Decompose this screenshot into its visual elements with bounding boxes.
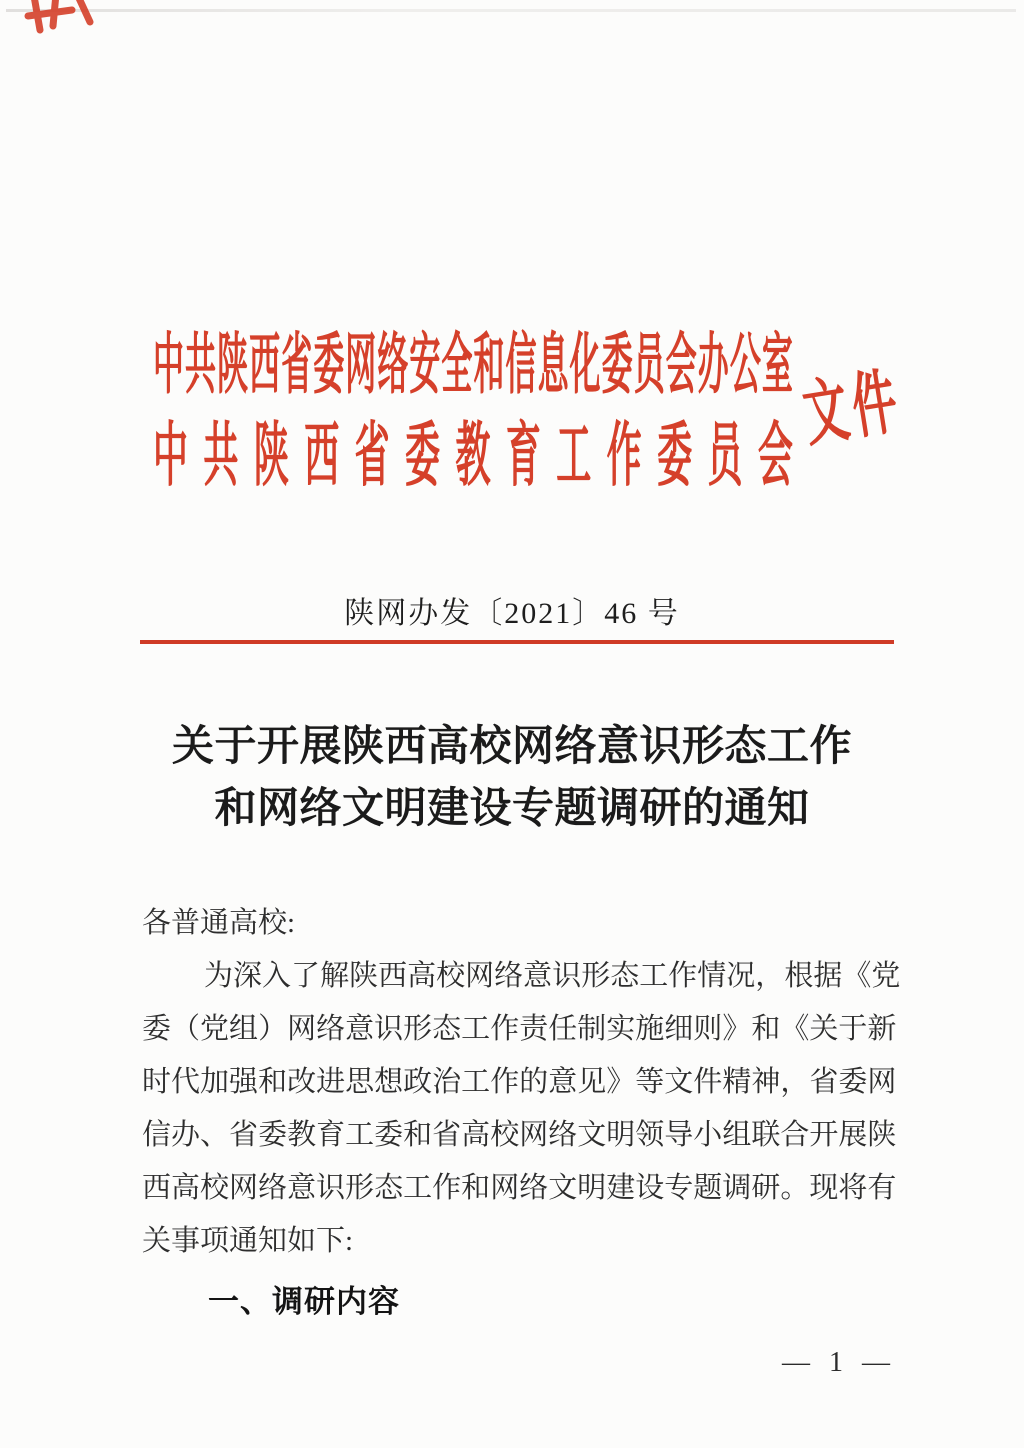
body-line: 西 高 校 网 络 意 识 形 态 工 作 和 网 络 文 明 建 设 专 题 调 研 。 现 将 有 — [142, 1172, 897, 1204]
title-line-2: 和网络文明建设专题调研的通知 — [214, 786, 810, 832]
page-number: — 1 — — [782, 1347, 896, 1378]
body-line: 关事项通知如下: — [142, 1225, 354, 1257]
scan-artifact-line — [6, 9, 1016, 12]
salutation: 各普通高校: — [142, 907, 296, 939]
body-line: 为 深 入 了 解 陕 西 高 校 网 络 意 识 形 态 工 作 情 况 ， 根 据 《 党 — [204, 960, 901, 992]
section-heading: 一、调研内容 — [208, 1284, 400, 1319]
issuing-org-line1: 中 共 陕 西 省 委 网 络 安 全 和 信 息 化 委 员 会 办 公 室 — [153, 326, 793, 402]
document-body — [142, 897, 901, 1268]
title-line-1: 关于开展陕西高校网络意识形态工作 — [171, 724, 852, 770]
body-line: 委 （ 党 组 ） 网 络 意 识 形 态 工 作 责 任 制 实 施 细 则 》 和 《 关 于 新 — [142, 1013, 897, 1045]
body-line: 时 代 加 强 和 改 进 思 想 政 治 工 作 的 意 见 》 等 文 件 精 神 ， 省 委 网 — [142, 1066, 897, 1098]
red-corner-marks — [20, 0, 106, 48]
document-type-label: 文件 — [798, 361, 908, 456]
issuing-org-line2: 中 共 陕 西 省 委 教 育 工 作 委 员 会 — [153, 417, 793, 495]
body-line: 信 办 、 省 委 教 育 工 委 和 省 高 校 网 络 文 明 领 导 小 组 联 合 开 展 陕 — [142, 1119, 897, 1151]
document-number: 陕网办发〔2021〕46 号 — [344, 597, 680, 630]
document-title — [0, 716, 1024, 840]
red-divider-line — [140, 640, 894, 644]
